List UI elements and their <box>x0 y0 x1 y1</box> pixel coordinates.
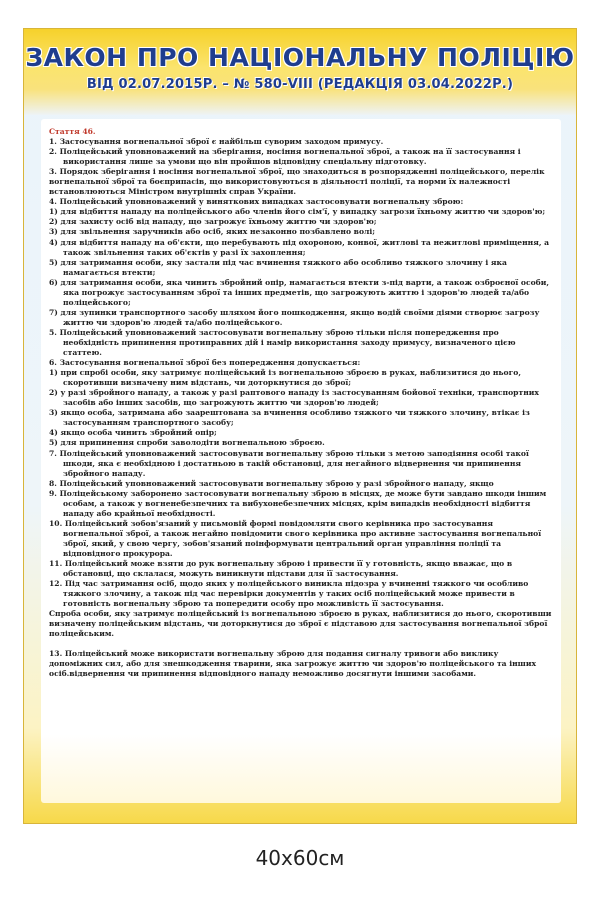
law-paragraph: 3) для звільнення заручників або осіб, яких незаконно позбавлено волі; <box>49 227 376 237</box>
article-heading: Стаття 46. <box>49 127 96 136</box>
law-paragraph: 2) у разі збройного нападу, а також у разі раптового нападу із застосуванням бойової техніки, транспортних засобів або інших засобів, що загрожують життю чи здоров'ю людей; <box>49 388 539 408</box>
law-paragraph: 3) якщо особа, затримана або заарештована за вчинення особливо тяжкого чи тяжкого злочину, втікає із застосуванням транспортного засобу; <box>49 408 530 428</box>
law-paragraph: 6. Застосування вогнепальної зброї без попередження допускається: <box>49 358 361 368</box>
law-paragraph: 13. Поліцейський може використати вогнепальну зброю для подання сигналу тривоги або виклику допоміжних сил, або для знешкодження тварини, яка загрожує життю чи здоров'ю поліцейського та інших осіб.відвернення чи припинення відповідного нападу неможливо досягнути іншими засобами. <box>49 649 536 679</box>
size-label: 40х60см <box>255 846 345 870</box>
poster-board <box>23 28 577 824</box>
law-paragraph: 1. Застосування вогнепальної зброї є найбільш суворим заходом примусу. <box>49 137 384 147</box>
law-paragraph: 12. Під час затримання осіб, щодо яких у поліцейського виникла підозра у вчиненні тяжкого чи особливо тяжкого злочину, а також під час перевірки документів у таких осіб поліцейський може привести в готовність вогнепальну зброю та попередити особу про можливість її застосування. <box>49 579 529 609</box>
law-paragraph: 4) для відбиття нападу на об'єкти, що перебувають під охороною, конвої, житлові та нежитлові приміщення, а також звільнення таких об'єктів у разі їх захоплення; <box>49 237 550 257</box>
law-paragraph: 2. Поліцейський уповноважений на зберігання, носіння вогнепальної зброї, а також на її застосування і використання лише за умови що він пройшов відповідну спеціальну підготовку. <box>49 147 521 167</box>
law-paragraph: 4. Поліцейський уповноважений у виняткових випадках застосовувати вогнепальну зброю: <box>49 197 464 207</box>
law-paragraph: 1) при спробі особи, яку затримує поліцейський із вогнепальною зброєю в руках, наблизитися до нього, скоротивши визначену ним відстань, чи доторкнутися до зброї; <box>49 368 521 388</box>
law-paragraph: 8. Поліцейський уповноважений застосовувати вогнепальну зброю у разі збройного нападу, якщо <box>49 478 494 488</box>
law-paragraph: 1) для відбиття нападу на поліцейського або членів його сім'ї, у випадку загрози їхньому життю чи здоров'ю; <box>49 207 546 217</box>
paragraph-gap <box>49 639 553 649</box>
law-paragraph: 4) якщо особа чинить збройний опір; <box>49 428 217 438</box>
law-paragraph: 6) для затримання особи, яка чинить збройний опір, намагається втекти з-під варти, а також озброєної особи, яка погрожує застосуванням зброї та інших предметів, що загрожують життю і здоров'ю людей та/або поліцейського; <box>49 277 550 307</box>
law-paragraph: 2) для захисту осіб від нападу, що загрожує їхньому життю чи здоров'ю; <box>49 217 377 227</box>
law-paragraph: 5. Поліцейський уповноважений застосовувати вогнепальну зброю тільки після попередження про необхідність припинення протиправних дій і намір використання заходу примусу, визначеного цією статтею. <box>49 327 516 358</box>
law-paragraph: Спроба особи, яку затримує поліцейський із вогнепальною зброєю в руках, наблизитися до нього, скоротивши визначену поліцейським відстань, чи доторкнутися до зброї є підставою для застосування вогнепальної зброї поліцейським. <box>49 609 552 639</box>
law-paragraph: 7. Поліцейський уповноважений застосовувати вогнепальну зброю тільки з метою заподіяння особі такої шкоди, яка є необхідною і достатньою в такій обстановці, для негайного відвернення чи припинення збройного нападу. <box>49 448 529 478</box>
law-paragraph: 11. Поліцейський може взяти до рук вогнепальну зброю і привести її у готовність, якщо вважає, що в обстановці, що склалася, можуть виникнути підстави для її застосування. <box>49 559 513 579</box>
law-paragraph: 7) для зупинки транспортного засобу шляхом його пошкодження, якщо водій своїми діями створює загрозу життю чи здоров'ю людей та/або поліцейського. <box>49 307 540 327</box>
law-paragraph: 5) для затримання особи, яку застали під час вчинення тяжкого або особливо тяжкого злочину і яка намагається втекти; <box>49 257 507 277</box>
law-paragraph: 10. Поліцейський зобов'язаний у письмовій формі повідомляти свого керівника про застосування вогнепальної зброї, а також негайно повідомити свого керівника про активне застосування вогнепальної зброї, який, у свою чергу, зобов'язаний поінформувати центральний орган управління поліції та відповідного прокурора. <box>49 518 542 558</box>
law-paragraph: 3. Порядок зберігання і носіння вогнепальної зброї, що знаходиться в розпорядженні поліцейського, перелік вогнепальної зброї та боєприпасів, що використовуються в діяльності поліції, та норми їх належності встановлюються Міністром внутрішніх справ України. <box>49 167 545 197</box>
law-paragraph: 9. Поліцейському заборонено застосовувати вогнепальну зброю в місцях, де може бути завдано шкоди іншим особам, а також у вогненебезпечних та вибухонебезпечних місцях, крім випадків необхідності відбиття нападу або крайньої необхідності. <box>49 488 547 518</box>
law-text-panel <box>41 119 561 803</box>
poster-title: ЗАКОН ПРО НАЦІОНАЛЬНУ ПОЛІЦІЮ <box>25 43 575 72</box>
law-paragraph: 5) для припинення спроби заволодіти вогнепальною зброєю. <box>49 438 325 448</box>
poster-header <box>24 29 576 115</box>
poster-subtitle: ВІД 02.07.2015Р. – № 580-VIII (РЕДАКЦІЯ 03.04.2022Р.) <box>86 77 514 92</box>
